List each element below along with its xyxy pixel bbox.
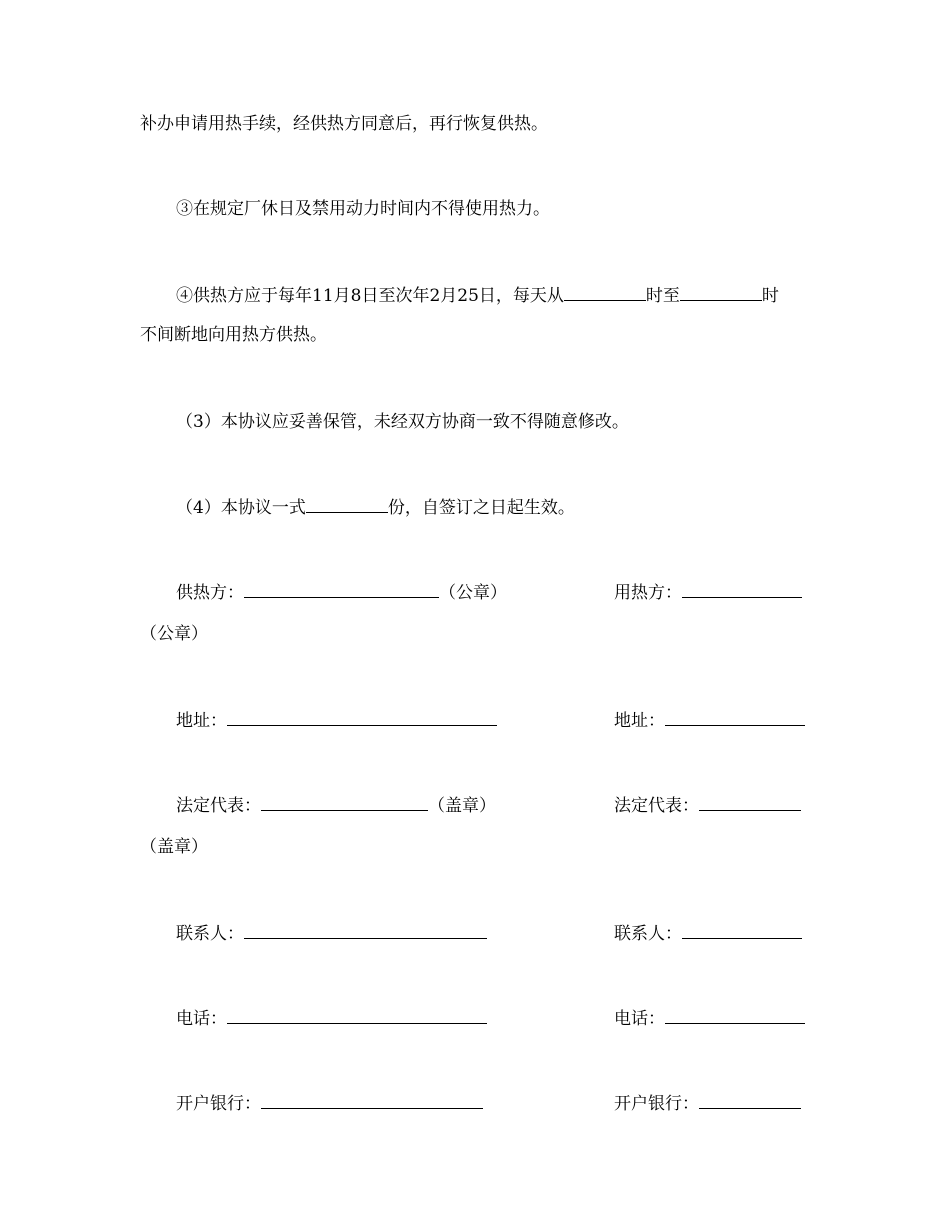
user-seal-label: （公章） [140,624,208,644]
user-label: 用热方： [614,583,682,603]
seal-label: （公章） [439,583,507,603]
supplier-contact-label: 联系人： [176,924,244,944]
end-hour-blank[interactable] [680,284,762,301]
user-stamp-label: （盖章） [140,837,208,857]
signature-row [176,581,507,604]
signature-row [176,1092,483,1115]
paragraph-5-start: （4）本协议一式 [176,498,306,518]
paragraph-2: ③在规定厂休日及禁用动力时间内不得使用热力。 [176,199,550,219]
user-phone-blank[interactable] [665,1007,805,1024]
supplier-address-blank[interactable] [227,709,497,726]
supplier-blank[interactable] [244,581,439,598]
signature-row [614,922,802,945]
paragraph-3-start: ④供热方应于每年11月8日至次年2月25日，每天从 [176,286,564,306]
signature-row [614,709,805,732]
supplier-legal-rep-label: 法定代表： [176,796,261,816]
paragraph-text [176,198,550,220]
user-blank[interactable] [682,581,802,598]
supplier-legal-rep-blank[interactable] [261,794,428,811]
paragraph-text [140,324,327,346]
signature-row [176,794,496,817]
supplier-phone-blank[interactable] [227,1007,487,1024]
user-bank-blank[interactable] [699,1092,801,1109]
signature-row [614,794,801,817]
user-contact-blank[interactable] [682,922,802,939]
signature-row [176,709,497,732]
paragraph-3-cont: 不间断地向用热方供热。 [140,325,327,345]
signature-row [614,581,802,604]
signature-row [614,1007,805,1030]
stamp-label: （盖章） [428,796,496,816]
paragraph-text [176,411,629,433]
paragraph-text [140,113,548,135]
paragraph-3-mid: 时至 [645,286,680,306]
supplier-bank-blank[interactable] [261,1092,483,1109]
paragraph-4: （3）本协议应妥善保管，未经双方协商一致不得随意修改。 [176,412,629,432]
signature-row [614,1092,801,1115]
supplier-phone-label: 电话： [176,1009,227,1029]
user-phone-label: 电话： [614,1009,665,1029]
user-legal-rep-blank[interactable] [699,794,801,811]
start-hour-blank[interactable] [564,284,646,301]
supplier-label: 供热方： [176,583,244,603]
supplier-bank-label: 开户银行： [176,1094,261,1114]
user-address-label: 地址： [614,711,665,731]
paragraph-1: 补办申请用热手续，经供热方同意后，再行恢复供热。 [140,114,548,134]
supplier-contact-blank[interactable] [244,922,487,939]
paragraph-text [176,284,779,307]
signature-row [140,623,208,645]
signature-row [176,1007,487,1030]
user-bank-label: 开户银行： [614,1094,699,1114]
signature-row [140,836,208,858]
supplier-address-label: 地址： [176,711,227,731]
signature-row [176,922,487,945]
user-contact-label: 联系人： [614,924,682,944]
user-legal-rep-label: 法定代表： [614,796,699,816]
paragraph-text [176,496,575,519]
paragraph-5-end: 份，自签订之日起生效。 [387,498,575,518]
user-address-blank[interactable] [665,709,805,726]
copies-blank[interactable] [306,496,388,513]
paragraph-3-end: 时 [761,286,779,306]
